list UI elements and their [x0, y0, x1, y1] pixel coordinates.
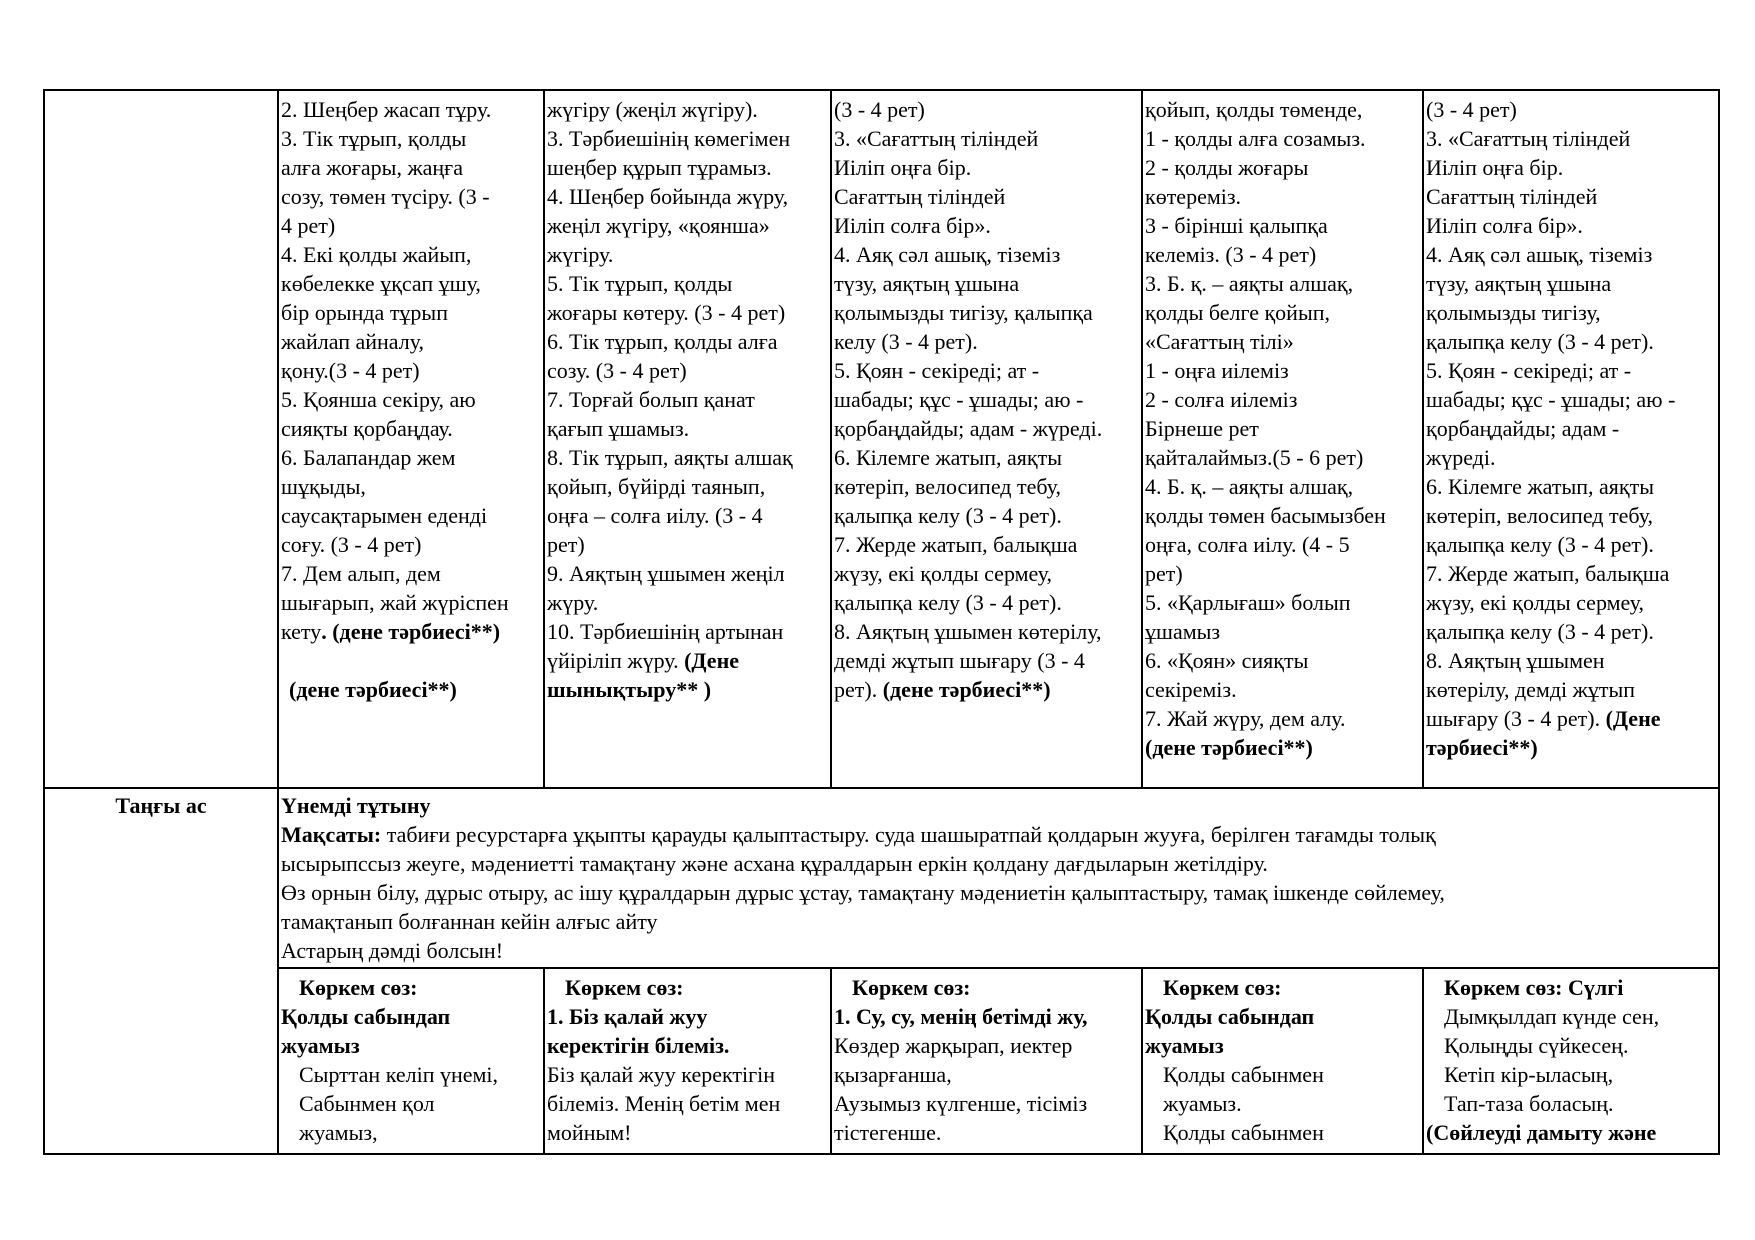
text-line: (3 - 4 рет)	[834, 97, 925, 122]
text-line: қолды белге қойып,	[1145, 300, 1331, 325]
text-line: демді жұтып шығару (3 - 4	[834, 648, 1085, 673]
text-line: шабады; құс - ұшады; аю -	[1426, 387, 1676, 412]
text-line: шұқыды,	[281, 474, 366, 499]
text-line: 3. Тәрбиешінің көмегімен	[547, 126, 791, 151]
text-line: қону.(3 - 4 рет)	[281, 358, 420, 383]
breakfast-row	[44, 788, 1719, 968]
text-line: қағып ұшамыз.	[547, 416, 690, 441]
exercise-col-2: жүгіру (жеңіл жүгіру). 3. Тәрбиешінің көмегімен шеңбер құрып тұрамыз. 4. Шеңбер бойында жүру, жеңіл жүгіру, «қоянша» жүгіру. 5. Тік тұрып, қолды жоғары көтеру. (3 - 4 рет) 6. Тік тұрып, қолды алға созу. (3 - 4 рет) 7. Торғай болып қанат қағып ұшамыз. 8. Тік тұрып, аяқты алшақ қойып, бүйірді таянып, оңға – солға иілу. (3 - 4 рет) 9. Аяқтың ұшымен жеңіл жүру. 10. Тәрбиешінің артынан үйіріліп жүру. (Дене шынықтыру** )	[544, 90, 831, 788]
text-line: 9. Аяқтың ұшымен жеңіл	[547, 561, 785, 586]
text-line: 7. Жай жүру, дем алу.	[1145, 706, 1346, 731]
poems-row	[44, 968, 1719, 1154]
exercise-col-3: (3 - 4 рет) 3. «Сағаттың тіліндей Иіліп оңға бір. Сағаттың тіліндей Иіліп солға бір». 4. Аяқ сәл ашық, тіземіз түзу, аяқтың ұшына қолымызды тигізу, қалыпқа келу (3 - 4 рет). 5. Қоян - секіреді; ат - шабады; құс - ұшады; аю - қорбаңдайды; адам - жүреді. 6. Кілемге жатып, аяқты көтеріп, велосипед тебу, қалыпқа келу (3 - 4 рет). 7. Жерде жатып, балықша жүзу, екі қолды сермеу, қалыпқа келу (3 - 4 рет). 8. Аяқтың ұшымен көтерілу, демді жұтып шығару (3 - 4 рет). (дене тәрбиесі**)	[831, 90, 1142, 788]
text-line: 3. Тік тұрып, қолды	[281, 126, 467, 151]
text-line: көтеріп, велосипед тебу,	[1426, 503, 1654, 528]
text-line: жүру.	[547, 590, 599, 615]
text-line: жүреді.	[1426, 445, 1496, 470]
text-line: алға жоғары, жаңға	[281, 155, 463, 180]
text-line: 6. Кілемге жатып, аяқты	[834, 445, 1062, 470]
text-line: 7. Дем алып, дем	[281, 561, 441, 586]
poem-col-2: Көркем сөз: 1. Біз қалай жуу керектігін білеміз. Біз қалай жуу керектігін білеміз. Менің бетім мен мойным!	[544, 968, 831, 1154]
text-line: 2. Шеңбер жасап тұру.	[281, 97, 492, 122]
text-line: оңға, солға иілу. (4 - 5	[1145, 532, 1350, 557]
text-line: қалыпқа келу (3 - 4 рет).	[1426, 532, 1654, 557]
text-line: саусақтарымен еденді	[281, 503, 488, 528]
text-line: 5. Қоянша секіру, аю	[281, 387, 476, 412]
text-line: 2 - қолды жоғары	[1145, 155, 1309, 180]
text-line: 4. Аяқ сәл ашық, тіземіз	[834, 242, 1061, 267]
text-line: жүгіру.	[547, 242, 614, 267]
exercise-col-1: 2. Шеңбер жасап тұру. 3. Тік тұрып, қолды алға жоғары, жаңға созу, төмен түсіру. (3 - 4 рет) 4. Екі қолды жайып, көбелекке ұқсап ұшу, бір орында тұрып жайлап айналу, қону.(3 - 4 рет) 5. Қоянша секіру, аю сияқты қорбаңдау. 6. Балапандар жем шұқыды, саусақтарымен еденді соғу. (3 - 4 рет) 7. Дем алып, дем шығарып, жай жүріспен кету. (дене тәрбиесі**) (дене тәрбиесі**)	[278, 90, 544, 788]
exercise-col-5: (3 - 4 рет) 3. «Сағаттың тіліндей Иіліп оңға бір. Сағаттың тіліндей Иіліп солға бір». 4. Аяқ сәл ашық, тіземіз түзу, аяқтың ұшына қолымызды тигізу, қалыпқа келу (3 - 4 рет). 5. Қоян - секіреді; ат - шабады; құс - ұшады; аю - қорбаңдайды; адам - жүреді. 6. Кілемге жатып, аяқты көтеріп, велосипед тебу, қалыпқа келу (3 - 4 рет). 7. Жерде жатып, балықша жүзу, екі қолды сермеу, қалыпқа келу (3 - 4 рет). 8. Аяқтың ұшымен көтерілу, демді жұтып шығару (3 - 4 рет). (Дене тәрбиесі**)	[1423, 90, 1719, 788]
text-line: Иіліп солға бір».	[834, 213, 991, 238]
text-line: жүзу, екі қолды сермеу,	[1426, 590, 1645, 615]
text-line: 7. Торғай болып қанат	[547, 387, 755, 412]
text-line: Иіліп оңға бір.	[1426, 155, 1564, 180]
schedule-table	[43, 89, 1720, 1155]
poem-col-4: Көркем сөз: Қолды сабындап жуамыз Қолды сабынмен жуамыз. Қолды сабынмен	[1142, 968, 1423, 1154]
text-line: шеңбер құрып тұрамыз.	[547, 155, 772, 180]
text-line: 4 рет)	[281, 213, 336, 238]
text-line: созу. (3 - 4 рет)	[547, 358, 687, 383]
text-line: 4. Екі қолды жайып,	[281, 242, 472, 267]
text-line: жүзу, екі қолды сермеу,	[834, 561, 1053, 586]
text-line: 4. Аяқ сәл ашық, тіземіз	[1426, 242, 1653, 267]
text-line: көтереміз.	[1145, 184, 1242, 209]
text-line: жеңіл жүгіру, «қоянша»	[547, 213, 770, 238]
text-line: 4. Б. қ. – аяқты алшақ,	[1145, 474, 1354, 499]
text-line: қалыпқа келу (3 - 4 рет).	[834, 590, 1062, 615]
text-line: 4. Шеңбер бойында жүру,	[547, 184, 789, 209]
text-line: 3 - бірінші қалыпқа	[1145, 213, 1328, 238]
text-line: сияқты қорбаңдау.	[281, 416, 453, 441]
text-line: көтерілу, демді жұтып	[1426, 677, 1636, 702]
text-line: қайталаймыз.(5 - 6 рет)	[1145, 445, 1364, 470]
text-line: 6. Тік тұрып, қолды алға	[547, 329, 778, 354]
text-line: 5. Тік тұрып, қолды	[547, 271, 733, 296]
text-line: секіреміз.	[1145, 677, 1237, 702]
text-line: Иіліп оңға бір.	[834, 155, 972, 180]
text-line: келеміз. (3 - 4 рет)	[1145, 242, 1317, 267]
text-line: созу, төмен түсіру. (3 -	[281, 184, 490, 209]
text-line: 8. Тік тұрып, аяқты алшақ	[547, 445, 793, 470]
text-line: қорбаңдайды; адам -	[1426, 416, 1620, 441]
text-line: шығарып, жай жүріспен	[281, 590, 509, 615]
text-line: келу (3 - 4 рет).	[834, 329, 978, 354]
text-line: соғу. (3 - 4 рет)	[281, 532, 422, 557]
text-line: ұшамыз	[1145, 619, 1221, 644]
text-line: көтеріп, велосипед тебу,	[834, 474, 1062, 499]
poem-col-3: Көркем сөз: 1. Су, су, менің бетімді жу, Көздер жарқырап, иектер қызарғанша, Аузымыз күлгенше, тісіміз тістегенше.	[831, 968, 1142, 1154]
text-line: қолымызды тигізу, қалыпқа	[834, 300, 1093, 325]
text-line: қалыпқа келу (3 - 4 рет).	[1426, 619, 1654, 644]
text-line: Иіліп солға бір».	[1426, 213, 1583, 238]
text-line: 8. Аяқтың ұшымен	[1426, 648, 1605, 673]
text-line: көбелекке ұқсап ұшу,	[281, 271, 481, 296]
text-line: 7. Жерде жатып, балықша	[834, 532, 1078, 557]
text-line: жүгіру (жеңіл жүгіру).	[547, 97, 758, 122]
text-line: рет)	[1145, 561, 1183, 586]
text-line: 7. Жерде жатып, балықша	[1426, 561, 1670, 586]
poem-col-5: Көркем сөз: Сүлгі Дымқылдап күнде сен, Қолыңды сүйкесең. Кетіп кір-ыласың, Тап-таза боласың. (Сөйлеуді дамыту және	[1423, 968, 1719, 1154]
text-line: 3. «Сағаттың тіліндей	[1426, 126, 1631, 151]
text-line: қалыпқа келу (3 - 4 рет).	[834, 503, 1062, 528]
text-line: 3. «Сағаттың тіліндей	[834, 126, 1039, 151]
text-line: 6. «Қоян» сияқты	[1145, 648, 1309, 673]
text-line: Сағаттың тіліндей	[1426, 184, 1598, 209]
text-line: рет)	[547, 532, 585, 557]
text-line: Сағаттың тіліндей	[834, 184, 1006, 209]
text-line: (3 - 4 рет)	[1426, 97, 1517, 122]
text-line: 5. Қоян - секіреді; ат -	[834, 358, 1040, 383]
text-line: шығару (3 - 4 рет). (Дене	[1426, 706, 1661, 731]
text-line: шабады; құс - ұшады; аю -	[834, 387, 1084, 412]
text-line: «Сағаттың тілі»	[1145, 329, 1294, 354]
text-line: түзу, аяқтың ұшына	[1426, 271, 1612, 296]
text-line: 3. Б. қ. – аяқты алшақ,	[1145, 271, 1354, 296]
breakfast-description: Үнемді тұтыну Мақсаты: табиғи ресурстарға ұқыпты қарауды қалыптастыру. суда шашыратпай қолдарын жууға, берілген тағамды толық ысырыпссыз жеуге, мәдениетті тамақтану және асхана құралдарын еркін қолдану дағдыларын жетілдіру. Өз орнын білу, дұрыс отыру, ас ішу құралдарын дұрыс ұстау, тамақтану мәдениетін қалыптастыру, тамақ ішкенде сөйлемеу, тамақтанып болғаннан кейін алғыс айту Астарың дәмді болсын!	[278, 788, 1719, 968]
breakfast-title: Үнемді тұтыну	[281, 793, 431, 818]
poem-col-1: Көркем сөз: Қолды сабындап жуамыз Сырттан келіп үнемі, Сабынмен қол жуамыз,	[278, 968, 544, 1154]
text-line: қойып, қолды төменде,	[1145, 97, 1363, 122]
text-line: 5. «Қарлығаш» болып	[1145, 590, 1351, 615]
text-line: оңға – солға иілу. (3 - 4	[547, 503, 763, 528]
text-line: 6. Балапандар жем	[281, 445, 456, 470]
text-line: Бірнеше рет	[1145, 416, 1259, 441]
text-line: 1 - оңға иілеміз	[1145, 358, 1289, 383]
breakfast-label: Таңғы ас	[44, 788, 278, 1154]
text-line: қалыпқа келу (3 - 4 рет).	[1426, 329, 1654, 354]
text-line: 8. Аяқтың ұшымен көтерілу,	[834, 619, 1102, 644]
text-line: 5. Қоян - секіреді; ат -	[1426, 358, 1632, 383]
text-line: 2 - солға иілеміз	[1145, 387, 1298, 412]
text-line: қолымызды тигізу,	[1426, 300, 1601, 325]
text-line: 1 - қолды алға созамыз.	[1145, 126, 1366, 151]
text-line: 6. Кілемге жатып, аяқты	[1426, 474, 1654, 499]
exercise-row	[44, 90, 1719, 788]
text-line: қорбаңдайды; адам - жүреді.	[834, 416, 1103, 441]
exercise-col-4: қойып, қолды төменде, 1 - қолды алға созамыз. 2 - қолды жоғары көтереміз. 3 - бірінші қалыпқа келеміз. (3 - 4 рет) 3. Б. қ. – аяқты алшақ, қолды белге қойып, «Сағаттың тілі» 1 - оңға иілеміз 2 - солға иілеміз Бірнеше рет қайталаймыз.(5 - 6 рет) 4. Б. қ. – аяқты алшақ, қолды төмен басымызбен оңға, солға иілу. (4 - 5 рет) 5. «Қарлығаш» болып ұшамыз 6. «Қоян» сияқты секіреміз. 7. Жай жүру, дем алу. (дене тәрбиесі**)	[1142, 90, 1423, 788]
text-line: қолды төмен басымызбен	[1145, 503, 1386, 528]
text-line: қойып, бүйірді таянып,	[547, 474, 766, 499]
text-line: түзу, аяқтың ұшына	[834, 271, 1020, 296]
row-label-empty	[44, 90, 278, 788]
text-line: жайлап айналу,	[281, 329, 425, 354]
text-line: 10. Тәрбиешінің артынан	[547, 619, 784, 644]
text-line: бір орында тұрып	[281, 300, 448, 325]
text-line: жоғары көтеру. (3 - 4 рет)	[547, 300, 786, 325]
